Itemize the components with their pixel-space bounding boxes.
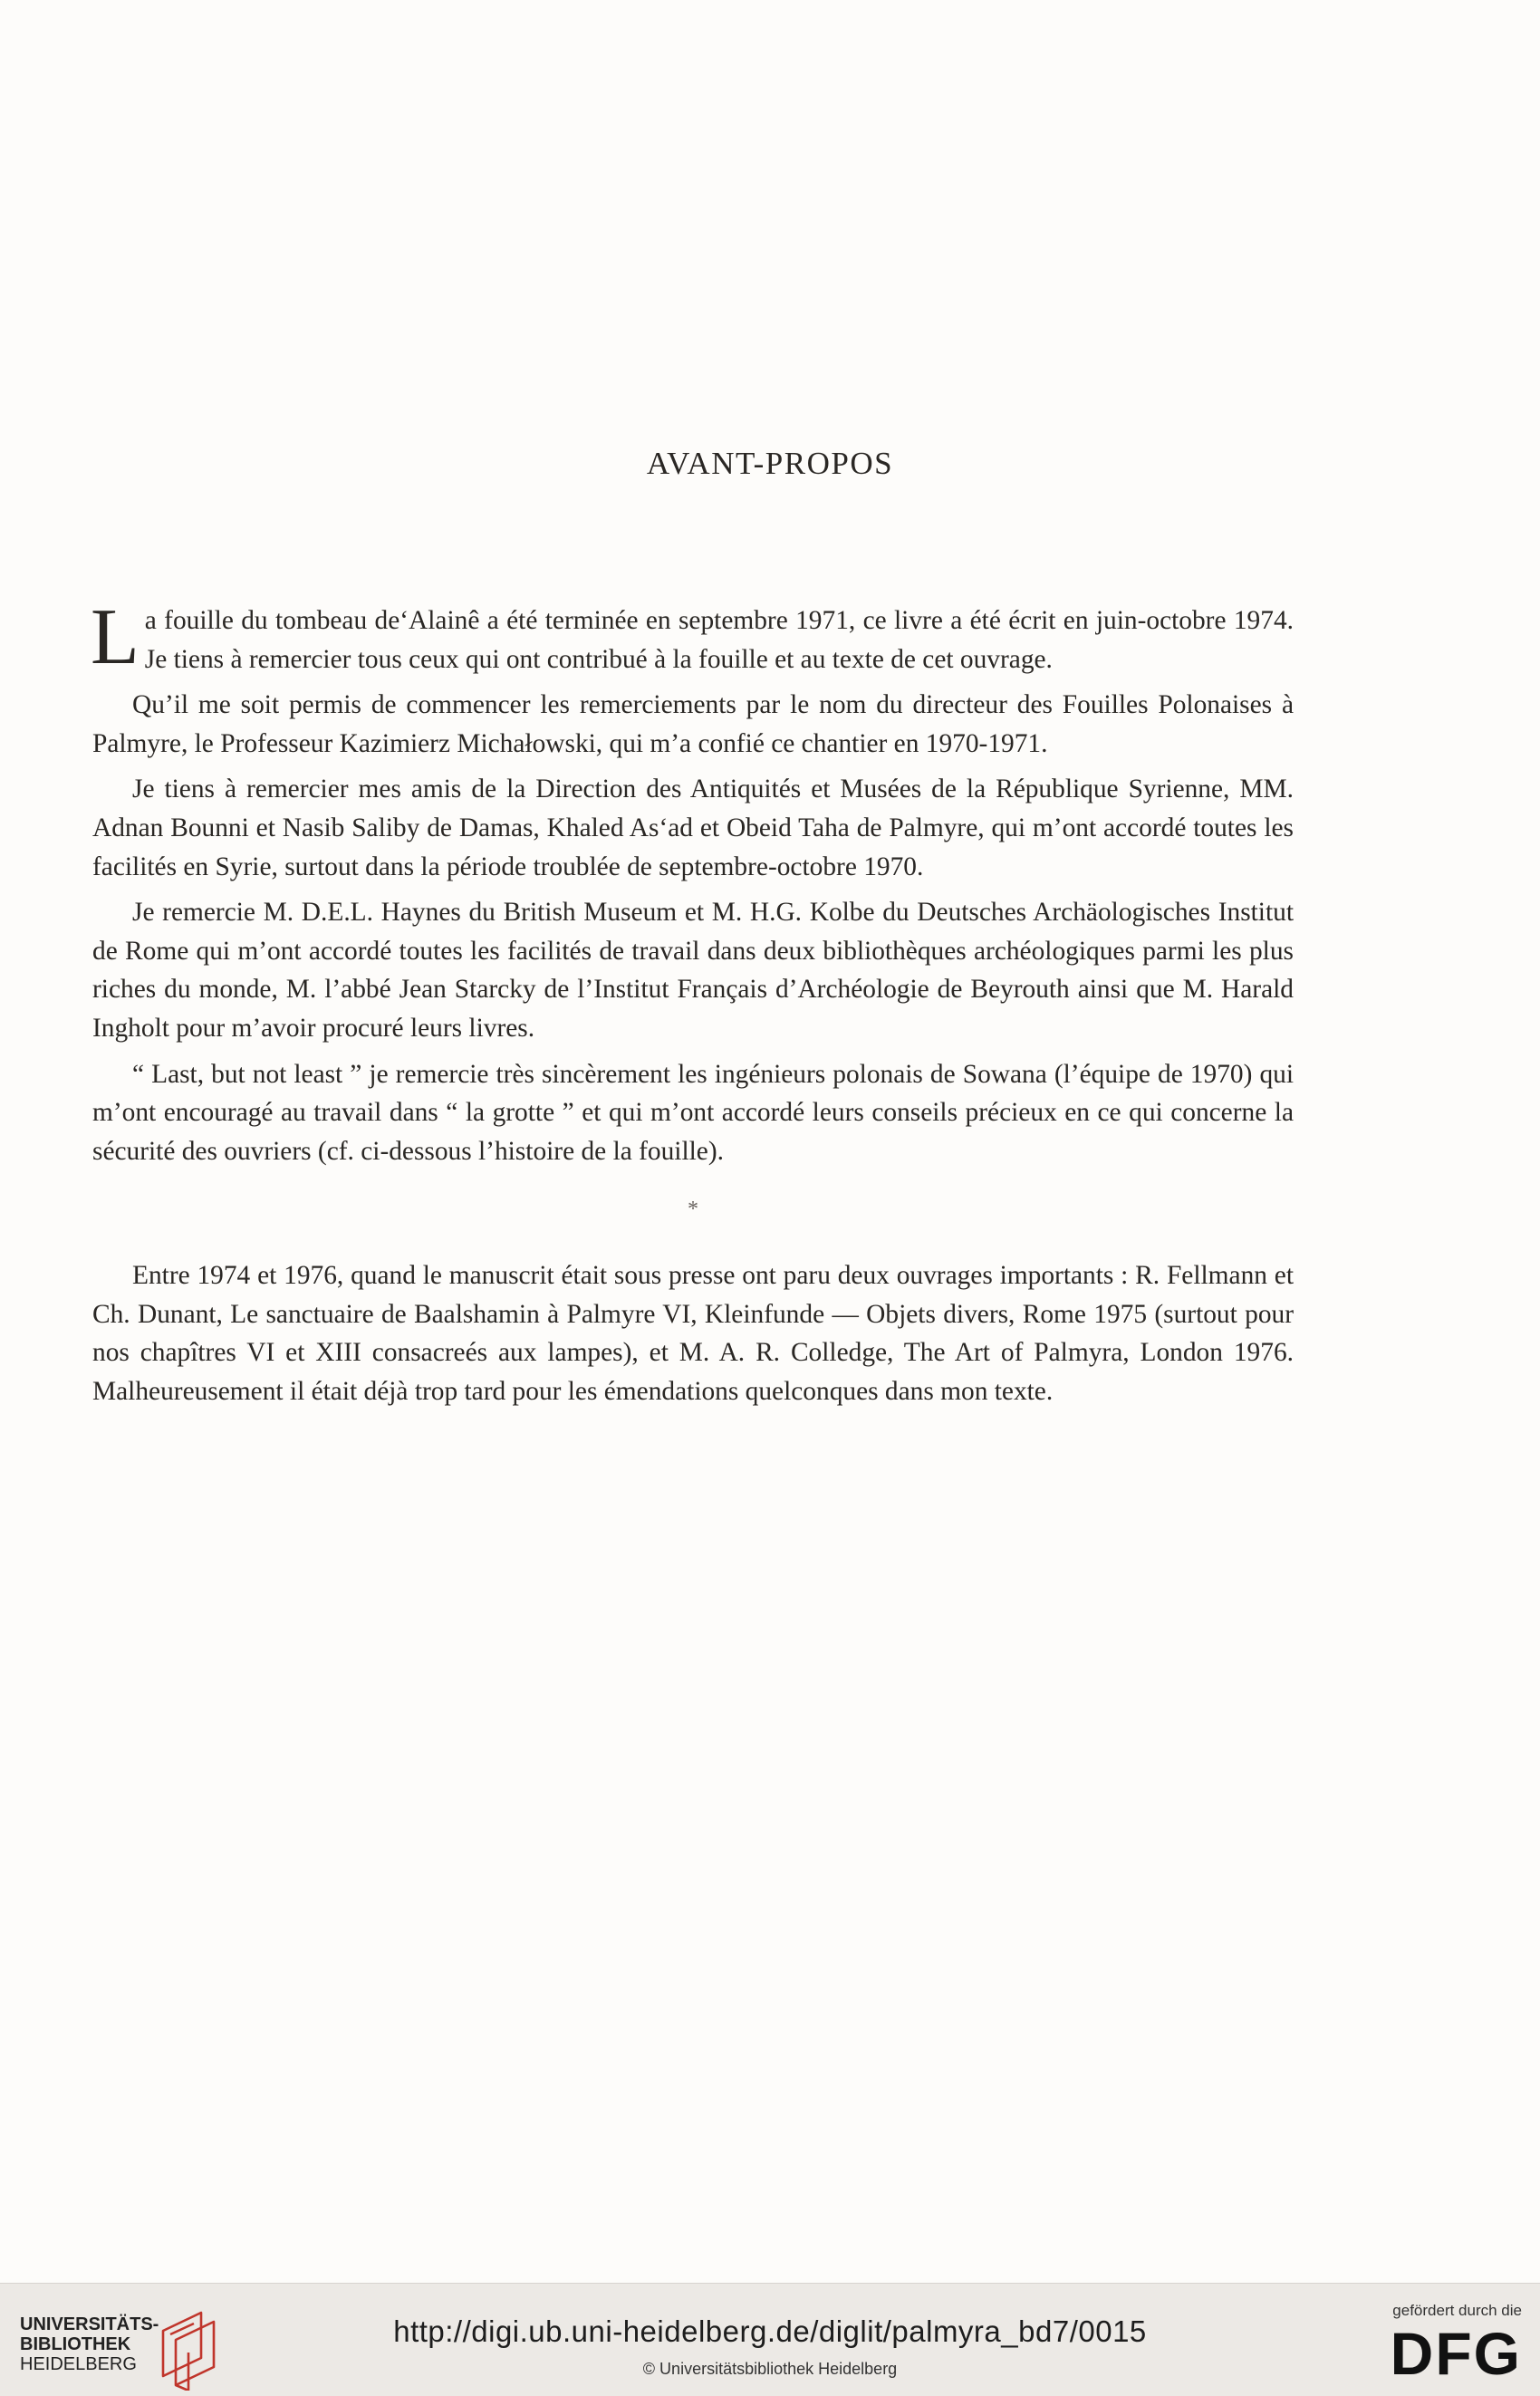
paragraph-2: Qu’il me soit permis de commencer les remerciements par le nom du directeur des Fouilles Polonaises à Palmyre, le Professeur Kazimierz Michałowski, qui m’a confié ce chantier en 1970-1971.: [92, 690, 1294, 758]
paragraph-4: Je remercie M. D.E.L. Haynes du British Museum et M. H.G. Kolbe du Deutsches Archäologisches Institut de Rome qui m’ont accordé toutes les facilités de travail dans deux bibliothèques archéologiques parmi les plus riches du monde, M. l’abbé Jean Starcky de l’Institut Français d’Archéologie de Beyrouth ainsi que M. Harald Ingholt pour m’avoir procuré leurs livres.: [92, 898, 1294, 1043]
dfg-sponsor[interactable]: [1366, 2302, 1522, 2389]
drop-cap: L: [91, 593, 140, 681]
paragraph-1: [91, 593, 1294, 681]
copyright-notice: © Universitätsbibliothek Heidelberg: [642, 2360, 898, 2378]
sponsor-label: gefördert durch die: [1392, 2302, 1522, 2319]
paragraph-3: Je tiens à remercier mes amis de la Direction des Antiquités et Musées de la République Syrienne, MM. Adnan Bounni et Nasib Saliby de Damas, Khaled As‘ad et Obeid Taha de Palmyre, qui m’ont accordé toutes les facilités en Syrie, surtout dans la période troublée de septembre-octobre 1970.: [92, 775, 1294, 881]
library-name-line2: BIBLIOTHEK: [20, 2334, 131, 2354]
digitization-footer: [0, 2283, 1540, 2396]
paragraph-1-text: a fouille du tombeau de‘Alainê a été terminée en septembre 1971, ce livre a été écrit en juin-octobre 1974. Je tiens à remercier tous ceux qui ont contribué à la fouille et au texte de cet ouvrage.: [144, 606, 1294, 674]
section-separator: *: [688, 1198, 698, 1222]
source-url-link[interactable]: http://digi.ub.uni-heidelberg.de/diglit/palmyra_bd7/0015: [393, 2314, 1147, 2348]
postscript-paragraph: Entre 1974 et 1976, quand le manuscrit était sous presse ont paru deux ouvrages importants : R. Fellmann et Ch. Dunant, Le sanctuaire de Baalshamin à Palmyre VI, Kleinfunde — Objets divers, Rome 1975 (surtout pour nos chapîtres VI et XIII consacreés aux lampes), et M. A. R. Colledge, The Art of Palmyra, London 1976. Malheureusement il était déjà trop tard pour les émendations quelconques dans mon texte.: [92, 1260, 1294, 1406]
paragraph-5: “ Last, but not least ” je remercie très sincèrement les ingénieurs polonais de Sowana (l’équipe de 1970) qui m’ont encouragé au travail dans “ la grotte ” et qui m’ont accordé leurs conseils précieux en ce qui concerne la sécurité des ouvriers (cf. ci-dessous l’histoire de la fouille).: [92, 1059, 1294, 1166]
library-name-line1: UNIVERSITÄTS-: [20, 2314, 159, 2334]
dfg-logo: DFG: [1390, 2320, 1522, 2387]
document-body: [91, 593, 1294, 1418]
page-title: AVANT-PROPOS: [646, 446, 894, 481]
library-name-line3: HEIDELBERG: [20, 2354, 137, 2374]
